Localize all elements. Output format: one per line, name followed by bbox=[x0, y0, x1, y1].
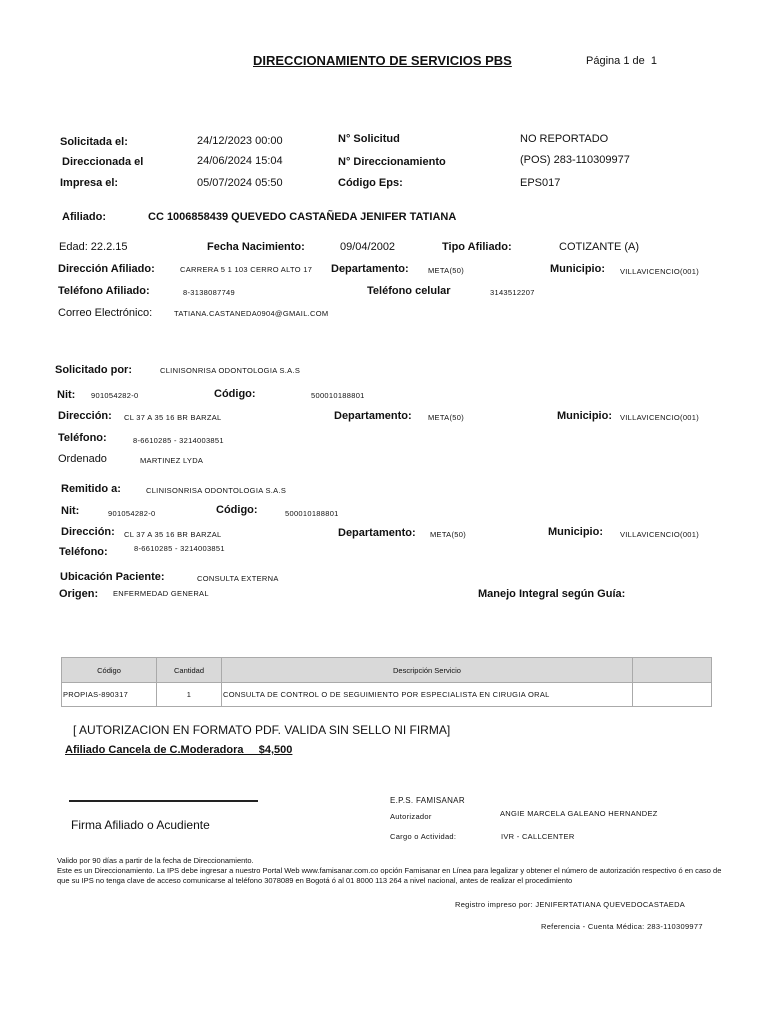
remitido-municipio-label: Municipio: bbox=[548, 526, 603, 538]
document-title: DIRECCIONAMIENTO DE SERVICIOS PBS bbox=[253, 53, 512, 68]
remitido-telefono-label: Teléfono: bbox=[59, 546, 108, 558]
copago-notice: Afiliado Cancela de C.Moderadora $4,500 bbox=[65, 744, 293, 756]
cell-descripcion: CONSULTA DE CONTROL O DE SEGUIMIENTO POR ESPECIALISTA EN CIRUGIA ORAL bbox=[222, 683, 633, 707]
codigo-eps-label: Código Eps: bbox=[338, 177, 403, 189]
tipo-afiliado-label: Tipo Afiliado: bbox=[442, 241, 512, 253]
solicitada-value: 24/12/2023 00:00 bbox=[197, 135, 283, 147]
solicitante-codigo-label: Código: bbox=[214, 388, 256, 400]
remitido-departamento-label: Departamento: bbox=[338, 527, 416, 539]
solicitante-nit-label: Nit: bbox=[57, 389, 76, 401]
ndireccionamiento-value: (POS) 283-110309977 bbox=[520, 154, 630, 166]
direccionada-value: 24/06/2024 15:04 bbox=[197, 155, 283, 167]
registro-impreso: Registro impreso por: JENIFERTATIANA QUEVEDOCASTAEDA bbox=[455, 900, 686, 909]
tipo-afiliado-value: COTIZANTE (A) bbox=[559, 241, 640, 253]
table-row bbox=[62, 683, 712, 707]
telefono-celular-value: 3143512207 bbox=[490, 288, 535, 297]
header-cantidad: Cantidad bbox=[157, 658, 222, 683]
ordenado-value: MARTINEZ LYDA bbox=[140, 456, 204, 465]
solicitante-telefono-label: Teléfono: bbox=[58, 432, 107, 444]
solicitante-municipio-value: VILLAVICENCIO(001) bbox=[620, 413, 700, 422]
signature-line bbox=[69, 800, 258, 802]
impresa-label: Impresa el: bbox=[60, 177, 119, 189]
remitido-departamento-value: META(50) bbox=[430, 530, 467, 539]
solicitada-label: Solicitada el: bbox=[60, 136, 128, 148]
remitido-value: CLINISONRISA ODONTOLOGIA S.A.S bbox=[146, 486, 287, 495]
telefono-celular-label: Teléfono celular bbox=[367, 285, 451, 297]
cell-extra bbox=[633, 683, 712, 707]
ubicacion-label: Ubicación Paciente: bbox=[60, 571, 165, 583]
services-table bbox=[61, 657, 712, 707]
firma-label: Firma Afiliado o Acudiente bbox=[71, 818, 210, 832]
municipio-afiliado-value: VILLAVICENCIO(001) bbox=[620, 267, 700, 276]
ordenado-label: Ordenado bbox=[58, 453, 107, 465]
municipio-afiliado-label: Municipio: bbox=[550, 263, 605, 275]
remitido-nit-value: 901054282-0 bbox=[108, 509, 156, 518]
remitido-nit-label: Nit: bbox=[61, 505, 80, 517]
departamento-afiliado-value: META(50) bbox=[428, 266, 465, 275]
nsolicitud-value: NO REPORTADO bbox=[520, 133, 609, 145]
manejo-integral-label: Manejo Integral según Guía: bbox=[478, 588, 626, 600]
correo-value: TATIANA.CASTANEDA0904@GMAIL.COM bbox=[174, 309, 329, 318]
remitido-municipio-value: VILLAVICENCIO(001) bbox=[620, 530, 700, 539]
ubicacion-value: CONSULTA EXTERNA bbox=[197, 574, 279, 583]
page-number: 1 bbox=[623, 55, 630, 67]
origen-value: ENFERMEDAD GENERAL bbox=[113, 589, 209, 598]
cargo-label: Cargo o Actividad: bbox=[390, 832, 457, 841]
afiliado-label: Afiliado: bbox=[62, 211, 106, 223]
eps-name: E.P.S. FAMISANAR bbox=[390, 796, 465, 805]
page-of: de bbox=[632, 55, 645, 67]
remitido-codigo-label: Código: bbox=[216, 504, 258, 516]
telefono-afiliado-value: 8-3138087749 bbox=[183, 288, 235, 297]
header-codigo: Código bbox=[62, 658, 157, 683]
solicitado-por-value: CLINISONRISA ODONTOLOGIA S.A.S bbox=[160, 366, 301, 375]
header-extra bbox=[633, 658, 712, 683]
referencia: Referencia - Cuenta Médica: 283-110309977 bbox=[541, 922, 703, 931]
fecha-nacimiento-value: 09/04/2002 bbox=[340, 241, 396, 253]
solicitante-departamento-value: META(50) bbox=[428, 413, 465, 422]
ndireccionamiento-label: N° Direccionamiento bbox=[338, 156, 446, 168]
solicitante-codigo-value: 500010188801 bbox=[311, 391, 365, 400]
edad: Edad: 22.2.15 bbox=[59, 241, 128, 253]
direccion-afiliado-label: Dirección Afiliado: bbox=[58, 263, 155, 275]
remitido-direccion-value: CL 37 A 35 16 BR BARZAL bbox=[124, 530, 222, 539]
solicitante-departamento-label: Departamento: bbox=[334, 410, 412, 422]
codigo-eps-value: EPS017 bbox=[520, 177, 561, 189]
cell-codigo: PROPIAS-890317 bbox=[62, 683, 157, 707]
departamento-afiliado-label: Departamento: bbox=[331, 263, 409, 275]
solicitante-municipio-label: Municipio: bbox=[557, 410, 612, 422]
solicitado-por-label: Solicitado por: bbox=[55, 364, 132, 376]
page-indicator bbox=[586, 55, 657, 67]
solicitante-telefono-value: 8-6610285 - 3214003851 bbox=[133, 436, 224, 445]
remitido-codigo-value: 500010188801 bbox=[285, 509, 339, 518]
header-descripcion: Descripción Servicio bbox=[222, 658, 633, 683]
remitido-direccion-label: Dirección: bbox=[61, 526, 115, 538]
legal-note: Este es un Direccionamiento. La IPS debe ingresar a nuestro Portal Web www.famisanar.com.co opción Famisanar en Línea para legalizar y obtener el número de autorización respectivo ó en caso de que su IPS no tenga clave de acceso comunicarse al teléfono 3078089 en Bogotá ó al 01 8000 113 264 a nivel nacional, antes de realizar el procedimiento bbox=[57, 866, 722, 885]
services-header-row bbox=[62, 658, 712, 683]
solicitante-nit-value: 901054282-0 bbox=[91, 391, 139, 400]
remitido-label: Remitido a: bbox=[61, 483, 121, 495]
correo-label: Correo Electrónico: bbox=[58, 307, 153, 319]
page-label: Página bbox=[586, 55, 621, 67]
validez-note: Valido por 90 días a partir de la fecha de Direccionamiento. bbox=[57, 856, 254, 865]
cell-cantidad: 1 bbox=[157, 683, 222, 707]
remitido-telefono-value: 8-6610285 - 3214003851 bbox=[134, 544, 225, 553]
telefono-afiliado-label: Teléfono Afiliado: bbox=[58, 285, 150, 297]
cargo-value: IVR - CALLCENTER bbox=[501, 832, 575, 841]
autorizador-label: Autorizador bbox=[390, 812, 432, 821]
origen-label: Origen: bbox=[59, 588, 99, 600]
impresa-value: 05/07/2024 05:50 bbox=[197, 177, 283, 189]
nsolicitud-label: N° Solicitud bbox=[338, 133, 400, 145]
solicitante-direccion-label: Dirección: bbox=[58, 410, 112, 422]
solicitante-direccion-value: CL 37 A 35 16 BR BARZAL bbox=[124, 413, 222, 422]
direccionada-label: Direccionada el bbox=[62, 156, 144, 168]
authorization-notice: [ AUTORIZACION EN FORMATO PDF. VALIDA SIN SELLO NI FIRMA] bbox=[73, 723, 451, 737]
autorizador-value: ANGIE MARCELA GALEANO HERNANDEZ bbox=[500, 809, 658, 818]
afiliado-id-name: CC 1006858439 QUEVEDO CASTAÑEDA JENIFER TATIANA bbox=[148, 211, 457, 223]
fecha-nacimiento-label: Fecha Nacimiento: bbox=[207, 241, 305, 253]
direccion-afiliado-value: CARRERA 5 1 103 CERRO ALTO 17 bbox=[180, 265, 313, 274]
page-total: 1 bbox=[650, 55, 657, 67]
